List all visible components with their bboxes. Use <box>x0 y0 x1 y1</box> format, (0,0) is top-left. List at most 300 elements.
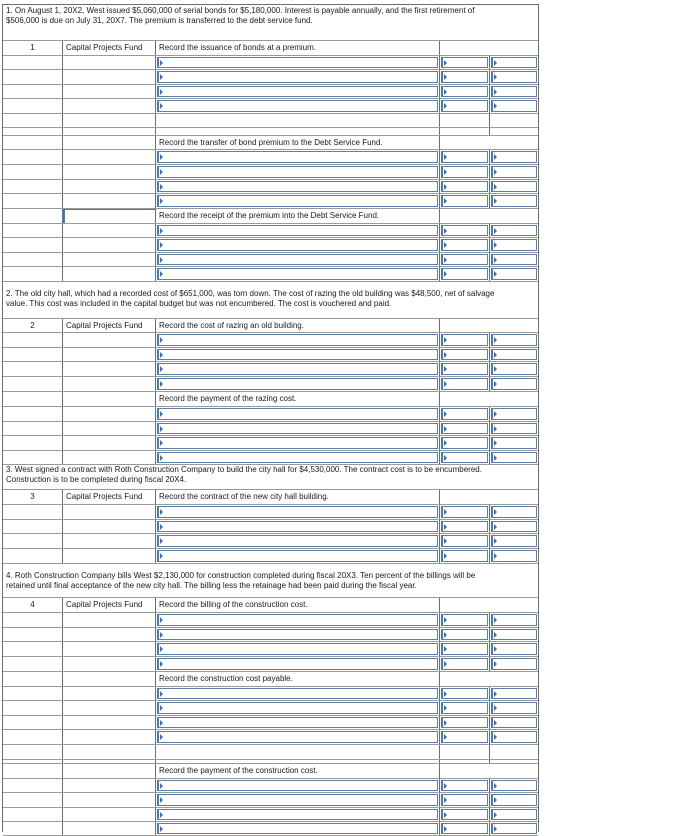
account-input[interactable] <box>157 166 438 178</box>
debit-cell[interactable] <box>440 657 490 671</box>
credit-input[interactable] <box>491 268 537 280</box>
debit-cell[interactable] <box>440 730 490 744</box>
fund-label: Capital Projects Fund <box>63 319 156 332</box>
debit-cell[interactable] <box>440 362 490 376</box>
account-input[interactable] <box>157 717 438 728</box>
entry-instruction: Record the cost of razing an old building. <box>156 319 440 332</box>
question-text-line: Construction is to be completed during fiscal 20X4. <box>6 475 187 484</box>
debit-input[interactable] <box>441 823 488 834</box>
fund-cell <box>63 745 156 759</box>
entry-number-cell <box>3 808 63 821</box>
entry-instruction: Record the contract of the new city hall building. <box>156 490 440 504</box>
credit-input[interactable] <box>491 550 537 562</box>
account-input[interactable] <box>157 809 438 820</box>
account-cell[interactable] <box>156 224 440 237</box>
debit-cell[interactable] <box>440 716 490 729</box>
account-input[interactable] <box>157 614 438 626</box>
credit-input[interactable] <box>491 614 537 626</box>
credit-cell[interactable] <box>490 793 538 807</box>
account-cell[interactable] <box>156 377 440 391</box>
input-marker-icon <box>444 426 447 432</box>
entry-number-cell <box>3 114 63 127</box>
credit-input[interactable] <box>491 780 537 791</box>
fund-cell <box>63 613 156 627</box>
input-marker-icon <box>444 455 447 461</box>
debit-cell[interactable] <box>440 56 490 69</box>
debit-input[interactable] <box>441 225 488 236</box>
account-cell[interactable] <box>156 808 440 821</box>
debit-input[interactable] <box>441 151 488 163</box>
input-marker-icon <box>494 705 497 711</box>
input-marker-icon <box>494 826 497 832</box>
instruction-row <box>3 764 538 779</box>
input-marker-icon <box>494 60 497 66</box>
credit-cell[interactable] <box>490 253 538 266</box>
debit-input[interactable] <box>441 239 488 251</box>
account-cell[interactable] <box>156 362 440 376</box>
debit-cell[interactable] <box>440 422 490 435</box>
account-input[interactable] <box>157 71 438 83</box>
credit-input[interactable] <box>491 521 537 532</box>
debit-input[interactable] <box>441 614 488 626</box>
account-input[interactable] <box>157 408 438 420</box>
credit-input[interactable] <box>491 378 537 390</box>
account-input[interactable] <box>157 254 438 265</box>
fund-label <box>63 392 156 406</box>
journal-entry-row <box>3 793 538 808</box>
fund-cell <box>63 194 156 208</box>
account-input[interactable] <box>157 100 438 112</box>
account-cell[interactable] <box>156 520 440 533</box>
account-cell[interactable] <box>156 628 440 641</box>
debit-cell[interactable] <box>440 194 490 208</box>
account-cell[interactable] <box>156 150 440 164</box>
credit-cell[interactable] <box>490 716 538 729</box>
fund-cell <box>63 422 156 435</box>
debit-cell[interactable] <box>440 407 490 421</box>
journal-entry-row <box>3 377 538 392</box>
entry-number <box>3 136 63 149</box>
debit-input[interactable] <box>441 550 488 562</box>
account-cell[interactable] <box>156 779 440 792</box>
debit-input[interactable] <box>441 349 488 360</box>
account-cell[interactable] <box>156 613 440 627</box>
credit-input[interactable] <box>491 349 537 360</box>
credit-cell[interactable] <box>490 150 538 164</box>
entry-number-cell <box>3 760 63 763</box>
credit-cell[interactable] <box>490 628 538 641</box>
debit-input[interactable] <box>441 437 488 449</box>
debit-input[interactable] <box>441 195 488 207</box>
dropdown-marker-icon <box>160 74 163 80</box>
account-input[interactable] <box>157 452 438 463</box>
dropdown-marker-icon <box>160 661 163 667</box>
debit-input[interactable] <box>441 717 488 728</box>
credit-input[interactable] <box>491 423 537 434</box>
input-marker-icon <box>444 524 447 530</box>
debit-cell[interactable] <box>440 150 490 164</box>
instruction-row <box>3 672 538 687</box>
debit-cell[interactable] <box>440 224 490 237</box>
fund-cell <box>63 150 156 164</box>
credit-cell[interactable] <box>490 99 538 113</box>
credit-input[interactable] <box>491 334 537 346</box>
account-input[interactable] <box>157 225 438 236</box>
input-marker-icon <box>494 352 497 358</box>
credit-input[interactable] <box>491 702 537 714</box>
account-cell[interactable] <box>156 180 440 193</box>
account-input[interactable] <box>157 378 438 390</box>
credit-cell[interactable] <box>490 377 538 391</box>
credit-input[interactable] <box>491 535 537 547</box>
debit-input[interactable] <box>441 423 488 434</box>
credit-input[interactable] <box>491 809 537 820</box>
entry-number-cell <box>3 348 63 361</box>
credit-cell[interactable] <box>490 128 538 135</box>
account-cell[interactable] <box>156 436 440 450</box>
account-input[interactable] <box>157 521 438 532</box>
account-cell[interactable] <box>156 253 440 266</box>
fund-cell <box>63 407 156 421</box>
credit-cell[interactable] <box>490 701 538 715</box>
debit-input[interactable] <box>441 809 488 820</box>
account-cell[interactable] <box>156 642 440 656</box>
journal-entry-row <box>3 657 538 672</box>
credit-cell[interactable] <box>490 194 538 208</box>
debit-cell[interactable] <box>440 628 490 641</box>
account-input[interactable] <box>157 423 438 434</box>
account-input[interactable] <box>157 702 438 714</box>
debit-input[interactable] <box>441 521 488 532</box>
account-input[interactable] <box>157 334 438 346</box>
account-cell[interactable] <box>156 70 440 84</box>
debit-cell[interactable] <box>440 505 490 519</box>
account-cell[interactable] <box>156 745 440 759</box>
account-cell[interactable] <box>156 422 440 435</box>
entry-number: 1 <box>3 41 63 55</box>
account-cell[interactable] <box>156 701 440 715</box>
credit-cell[interactable] <box>490 422 538 435</box>
account-input[interactable] <box>157 629 438 640</box>
credit-input[interactable] <box>491 71 537 83</box>
account-input[interactable] <box>157 268 438 280</box>
credit-cell[interactable] <box>490 730 538 744</box>
account-input[interactable] <box>157 181 438 192</box>
credit-cell[interactable] <box>490 534 538 548</box>
debit-input[interactable] <box>441 780 488 791</box>
credit-cell[interactable] <box>490 180 538 193</box>
debit-input[interactable] <box>441 643 488 655</box>
account-input[interactable] <box>157 86 438 97</box>
credit-input[interactable] <box>491 363 537 375</box>
credit-input[interactable] <box>491 643 537 655</box>
account-cell[interactable] <box>156 822 440 835</box>
debit-cell[interactable] <box>440 114 490 127</box>
account-cell[interactable] <box>156 505 440 519</box>
account-cell[interactable] <box>156 793 440 807</box>
debit-cell[interactable] <box>440 822 490 835</box>
account-input[interactable] <box>157 57 438 68</box>
debit-cell[interactable] <box>440 520 490 533</box>
credit-input[interactable] <box>491 794 537 806</box>
credit-cell[interactable] <box>490 687 538 700</box>
debit-input[interactable] <box>441 166 488 178</box>
journal-entry-row <box>3 333 538 348</box>
credit-cell[interactable] <box>490 333 538 347</box>
account-cell[interactable] <box>156 114 440 127</box>
input-marker-icon <box>444 169 447 175</box>
entry-number-cell <box>3 128 63 135</box>
account-cell[interactable] <box>156 716 440 729</box>
credit-input[interactable] <box>491 437 537 449</box>
credit-input[interactable] <box>491 195 537 207</box>
debit-cell[interactable] <box>440 377 490 391</box>
credit-input[interactable] <box>491 717 537 728</box>
debit-input[interactable] <box>441 334 488 346</box>
account-cell[interactable] <box>156 760 440 763</box>
debit-cell[interactable] <box>440 333 490 347</box>
dropdown-marker-icon <box>160 797 163 803</box>
input-marker-icon <box>444 734 447 740</box>
fund-cell <box>63 436 156 450</box>
debit-cell[interactable] <box>440 180 490 193</box>
dropdown-marker-icon <box>160 228 163 234</box>
debit-input[interactable] <box>441 688 488 699</box>
account-input[interactable] <box>157 658 438 670</box>
debit-cell[interactable] <box>440 549 490 563</box>
account-input[interactable] <box>157 151 438 163</box>
credit-input[interactable] <box>491 254 537 265</box>
account-input[interactable] <box>157 195 438 207</box>
debit-input[interactable] <box>441 254 488 265</box>
account-cell[interactable] <box>156 85 440 98</box>
credit-cell[interactable] <box>490 745 538 759</box>
entry-instruction: Record the construction cost payable. <box>156 672 440 686</box>
account-input[interactable] <box>157 437 438 449</box>
credit-cell[interactable] <box>490 348 538 361</box>
account-cell[interactable] <box>156 657 440 671</box>
fund-cell <box>63 128 156 135</box>
credit-input[interactable] <box>491 688 537 699</box>
entry-instruction: Record the issuance of bonds at a premium. <box>156 41 440 55</box>
account-cell[interactable] <box>156 56 440 69</box>
account-input[interactable] <box>157 550 438 562</box>
debit-input[interactable] <box>441 731 488 743</box>
credit-input[interactable] <box>491 225 537 236</box>
debit-cell[interactable] <box>440 779 490 792</box>
credit-input[interactable] <box>491 86 537 97</box>
debit-input[interactable] <box>441 658 488 670</box>
credit-cell[interactable] <box>490 822 538 835</box>
debit-cell[interactable] <box>440 642 490 656</box>
debit-input[interactable] <box>441 794 488 806</box>
credit-cell[interactable] <box>490 808 538 821</box>
debit-input[interactable] <box>441 57 488 68</box>
credit-input[interactable] <box>491 452 537 463</box>
debit-cell[interactable] <box>440 99 490 113</box>
account-input[interactable] <box>157 239 438 251</box>
fund-cell <box>63 779 156 792</box>
input-marker-icon <box>444 646 447 652</box>
account-input[interactable] <box>157 363 438 375</box>
debit-input[interactable] <box>441 181 488 192</box>
credit-input[interactable] <box>491 57 537 68</box>
dropdown-marker-icon <box>160 524 163 530</box>
debit-cell[interactable] <box>440 534 490 548</box>
debit-input[interactable] <box>441 629 488 640</box>
debit-cell[interactable] <box>440 165 490 179</box>
account-cell[interactable] <box>156 534 440 548</box>
dropdown-marker-icon <box>160 257 163 263</box>
credit-cell[interactable] <box>490 224 538 237</box>
debit-cell[interactable] <box>440 808 490 821</box>
debit-input[interactable] <box>441 408 488 420</box>
debit-cell[interactable] <box>440 253 490 266</box>
debit-cell[interactable] <box>440 70 490 84</box>
debit-cell[interactable] <box>440 793 490 807</box>
account-input[interactable] <box>157 643 438 655</box>
debit-cell[interactable] <box>440 613 490 627</box>
account-cell[interactable] <box>156 407 440 421</box>
account-cell[interactable] <box>156 194 440 208</box>
entry-number-cell <box>3 505 63 519</box>
input-marker-icon <box>444 60 447 66</box>
input-marker-icon <box>494 337 497 343</box>
credit-cell[interactable] <box>490 779 538 792</box>
debit-cell[interactable] <box>440 348 490 361</box>
account-input[interactable] <box>157 794 438 806</box>
dropdown-marker-icon <box>160 154 163 160</box>
input-marker-icon <box>444 538 447 544</box>
debit-input[interactable] <box>441 86 488 97</box>
instruction-row <box>3 598 538 613</box>
input-marker-icon <box>494 646 497 652</box>
debit-cell[interactable] <box>440 745 490 759</box>
credit-cell[interactable] <box>490 760 538 763</box>
entry-number-cell <box>3 99 63 113</box>
credit-cell[interactable] <box>490 56 538 69</box>
account-input[interactable] <box>157 780 438 791</box>
credit-cell[interactable] <box>490 85 538 98</box>
credit-cell[interactable] <box>490 407 538 421</box>
entry-number-cell <box>3 716 63 729</box>
credit-cell[interactable] <box>490 549 538 563</box>
credit-cell[interactable] <box>490 436 538 450</box>
debit-cell[interactable] <box>440 85 490 98</box>
debit-input[interactable] <box>441 378 488 390</box>
account-input[interactable] <box>157 688 438 699</box>
credit-cell[interactable] <box>490 362 538 376</box>
credit-input[interactable] <box>491 731 537 743</box>
credit-cell[interactable] <box>490 642 538 656</box>
account-cell[interactable] <box>156 267 440 281</box>
debit-cell[interactable] <box>440 760 490 763</box>
debit-cell[interactable] <box>440 436 490 450</box>
dropdown-marker-icon <box>160 271 163 277</box>
debit-input[interactable] <box>441 535 488 547</box>
credit-input[interactable] <box>491 239 537 251</box>
input-marker-icon <box>494 169 497 175</box>
credit-input[interactable] <box>491 100 537 112</box>
credit-input[interactable] <box>491 658 537 670</box>
account-cell[interactable] <box>156 549 440 563</box>
credit-cell[interactable] <box>490 657 538 671</box>
credit-cell[interactable] <box>490 114 538 127</box>
credit-input[interactable] <box>491 506 537 518</box>
debit-input[interactable] <box>441 702 488 714</box>
input-marker-icon <box>494 89 497 95</box>
credit-cell[interactable] <box>490 238 538 252</box>
dropdown-marker-icon <box>160 646 163 652</box>
fund-cell <box>63 687 156 700</box>
account-cell[interactable] <box>156 165 440 179</box>
fund-cell <box>63 253 156 266</box>
fund-cell <box>63 114 156 127</box>
input-marker-icon <box>444 74 447 80</box>
journal-entry-row <box>3 520 538 534</box>
credit-cell[interactable] <box>490 505 538 519</box>
entry-number-cell <box>3 224 63 237</box>
fund-label: Capital Projects Fund <box>63 490 156 504</box>
account-input[interactable] <box>157 535 438 547</box>
credit-input[interactable] <box>491 823 537 834</box>
credit-cell[interactable] <box>490 267 538 281</box>
account-input[interactable] <box>157 731 438 743</box>
credit-cell[interactable] <box>490 70 538 84</box>
credit-cell[interactable] <box>490 165 538 179</box>
input-marker-icon <box>494 661 497 667</box>
debit-input[interactable] <box>441 363 488 375</box>
debit-input[interactable] <box>441 506 488 518</box>
credit-input[interactable] <box>491 629 537 640</box>
account-cell[interactable] <box>156 238 440 252</box>
account-cell[interactable] <box>156 730 440 744</box>
debit-input[interactable] <box>441 268 488 280</box>
debit-input[interactable] <box>441 71 488 83</box>
journal-entry-row <box>3 99 538 114</box>
debit-input[interactable] <box>441 452 488 463</box>
journal-entry-row <box>3 114 538 128</box>
debit-input[interactable] <box>441 100 488 112</box>
account-cell[interactable] <box>156 99 440 113</box>
input-marker-icon <box>444 154 447 160</box>
debit-cell[interactable] <box>440 701 490 715</box>
debit-cell[interactable] <box>440 238 490 252</box>
debit-cell[interactable] <box>440 267 490 281</box>
entry-number-cell <box>3 534 63 548</box>
account-cell[interactable] <box>156 333 440 347</box>
credit-input[interactable] <box>491 408 537 420</box>
credit-input[interactable] <box>491 166 537 178</box>
account-cell[interactable] <box>156 348 440 361</box>
credit-input[interactable] <box>491 151 537 163</box>
credit-cell[interactable] <box>490 613 538 627</box>
fund-cell <box>63 520 156 533</box>
account-input[interactable] <box>157 506 438 518</box>
credit-input[interactable] <box>491 181 537 192</box>
account-input[interactable] <box>157 349 438 360</box>
credit-cell[interactable] <box>490 520 538 533</box>
journal-entry-row <box>3 422 538 436</box>
debit-cell[interactable] <box>440 128 490 135</box>
debit-cell[interactable] <box>440 687 490 700</box>
journal-entry-row <box>3 224 538 238</box>
account-input[interactable] <box>157 823 438 834</box>
entry-number-cell <box>3 730 63 744</box>
account-cell[interactable] <box>156 687 440 700</box>
dropdown-marker-icon <box>160 169 163 175</box>
account-cell[interactable] <box>156 128 440 135</box>
